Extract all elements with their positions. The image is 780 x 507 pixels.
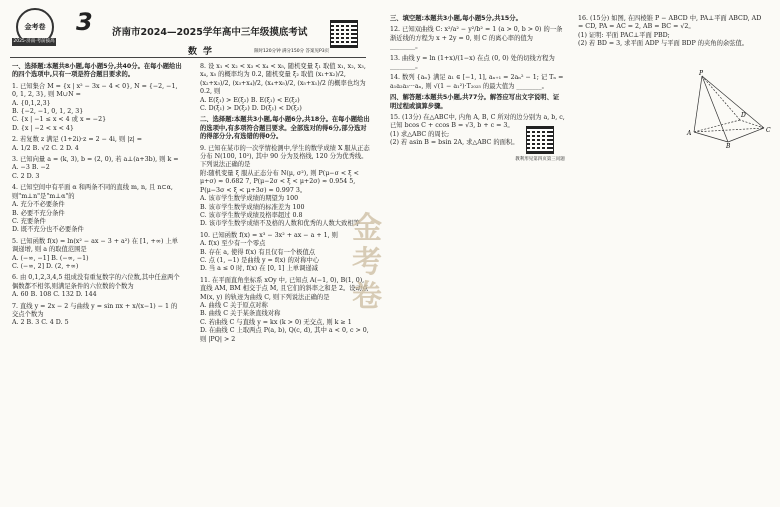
answer-line: C. 充要条件	[12, 217, 46, 225]
answer-line: B. {−2, −1, 0, 1, 2, 3}	[12, 108, 84, 116]
answer-line: A. f(x) 至少有一个零点	[200, 240, 266, 248]
question-stem: 6. 由 0,1,2,3,4,5 组成没有重复数字的六位数,其中任意两个偶数都不相邻,则满足条件的六位数的个数为	[12, 274, 180, 290]
answer-line: A. {0,1,2,3}	[12, 99, 51, 107]
exam-meta: 限时120分钟 满分150分 答案见P3页	[254, 49, 330, 54]
column-2	[200, 60, 372, 344]
answer-line: C. {x | −1 ≤ x < 4 或 x = −2}	[12, 116, 107, 124]
answer-line: A. 曲线 C 关于原点对称	[200, 301, 268, 309]
answer-line: A. 1/2 B. √2 C. 2 D. 4	[12, 144, 79, 152]
edge-bc	[728, 128, 764, 142]
question-stem: 7. 直线 y = 2x − 2 与曲线 y = sin πx + x/(x−1) − 1 的交点个数为	[12, 302, 178, 318]
question-stem: 13. 曲线 y = ln (1+x)/(1−x) 在点 (0, 0) 处的切线方程为 ________。	[390, 54, 555, 71]
section-heading: 一、选择题:本题共8小题,每小题5分,共40分。在每小题给出的四个选项中,只有一项是符合题目要求的。	[12, 63, 182, 79]
answer-line: A. 2 B. 3 C. 4 D. 5	[12, 319, 69, 327]
stamp-char: 考	[352, 245, 382, 280]
answer-line: 附:随机变量 ξ 服从正态分布 N(μ, σ²), 则 P(μ−σ < ξ < μ+σ) ≈ 0.682 7, P(μ−2σ < ξ < μ+2σ) ≈ 0.954 5, P(μ−3σ < ξ < μ+3σ) ≈ 0.997 3。	[200, 169, 359, 194]
label-b: B	[726, 143, 731, 148]
watermark-stamp	[352, 212, 416, 314]
section-heading: 四、解答题:本题共5小题,共77分。解答应写出文字说明、证明过程或演算步骤。	[390, 94, 560, 110]
section-heading: 二、选择题:本题共3小题,每小题6分,共18分。在每小题给出的选项中,有多项符合题目要求。全部选对的得6分,部分选对的得部分分,有选错的得0分。	[200, 116, 370, 141]
qr-code-icon[interactable]	[526, 126, 554, 154]
edge-ab	[694, 132, 728, 142]
label-d: D	[741, 112, 746, 119]
answer-line: (1) 证明: 平面 PAC⊥平面 PBD;	[578, 31, 670, 39]
answer-line: D. 既不充分也不必要条件	[12, 226, 84, 234]
question-stem: 10. 已知函数 f(x) = x³ − 3x² + ax − a + 1, 则	[200, 231, 338, 239]
edge-da	[694, 120, 740, 132]
answer-line: A. 60 B. 108 C. 132 D. 144	[12, 291, 97, 299]
answer-line: A. −3 B. −2	[12, 164, 50, 172]
answer-line: (2) 若 BD = 3, 求平面 ADP 与平面 BDP 的夹角的余弦值。	[578, 40, 749, 48]
edge-ac	[694, 128, 764, 132]
question-stem: 12. 已知双曲线 C: x²/a² − y²/b² = 1 (a > 0, b > 0) 的一条渐近线的方程为 x + 2y = 0, 则 C 的离心率的值为 ________。	[390, 26, 563, 51]
answer-line: A. 该市学生数学成绩的期望为 100	[200, 195, 299, 203]
question-stem: 3. 已知向量 a = (k, 3), b = (2, 0), 若 a⊥(a+3b), 则 k =	[12, 156, 179, 164]
question-stem: 8. 设 x₁ < x₂ < x₃ < x₄ < x₅, 随机变量 ξ₁ 取值 x₁, x₂, x₃, x₄, x₅ 的概率均为 0.2, 随机变量 ξ₂ 取值 (x₁+x₂)/2, (x₂+x₃)/2, (x₃+x₄)/2, (x₄+x₅)/2, (x₅+x₁)/2 的概率也均为 0.2, 则	[200, 63, 366, 96]
answer-line: B. 该市学生数学成绩的标准差为 100	[200, 203, 305, 211]
question-stem: 9. 已知在某市的一次学情检测中,学生的数学成绩 X 服从正态分布 N(100, 10²), 其中 90 分为及格线, 120 分为优秀线。下列说法正确的是	[200, 144, 370, 169]
header-rule	[10, 57, 366, 58]
answer-line: (2) 若 asin B = bsin 2A, 求△ABC 的面积。	[390, 139, 519, 147]
column-1	[12, 60, 182, 328]
qr-caption: 教利形见第四页第三问题	[515, 157, 565, 162]
column-4	[578, 12, 768, 49]
answer-line: A. E(ξ₁) > E(ξ₂) B. E(ξ₁) < E(ξ₂)	[200, 96, 300, 104]
edge-pa	[694, 76, 702, 132]
label-a: A	[687, 130, 692, 137]
answer-line: D. 该市学生数学成绩不及格的人数和优秀的人数大致相等	[200, 220, 360, 228]
answer-line: C. 点 (1, −1) 是曲线 y = f(x) 的对称中心	[200, 256, 320, 264]
edge-pb	[702, 76, 728, 142]
question-stem: 2. 若复数 z 满足 (1+2i)·z = 2 − 4i, 则 |z| =	[12, 136, 143, 144]
answer-line: C. (−∞, 2] D. (2, +∞)	[12, 262, 79, 270]
stamp-char: 卷	[352, 279, 382, 314]
edge-cd	[740, 120, 764, 128]
question-stem: 1. 已知集合 M = {x | x² − 3x − 4 < 0}, N = {−2, −1, 0, 1, 2, 3}, 则 M∪N =	[12, 82, 178, 99]
answer-line: B. 必要不充分条件	[12, 209, 65, 217]
answer-line: A. (−∞, −1] B. (−∞, −1)	[12, 254, 89, 262]
subject-title: 数学	[188, 47, 219, 57]
question-stem: 11. 在平面直角坐标系 xOy 中, 已知点 A(−1, 0), B(1, 0), 直线 AM, BM 相交于点 M, 且它们的斜率之和是 2。设动点 M(x, y) 的轨迹为曲线 C, 则下列说法正确的是	[200, 276, 369, 301]
label-p: P	[699, 70, 704, 77]
answer-line: A. 充分不必要条件	[12, 201, 65, 209]
pyramid-figure	[684, 70, 774, 148]
answer-line: D. 在曲线 C 上取两点 P(a, b), Q(c, d), 其中 a < 0, c > 0, 则 |PQ| > 2	[200, 327, 369, 343]
stamp-char: 金	[352, 211, 382, 246]
question-stem: 15. (13分) 在△ABC中, 内角 A, B, C 所对的边分别为 a, b, c, 已知 bcos C + ccos B = √3, b + c = 3。	[390, 114, 565, 130]
edge-pd	[702, 76, 740, 120]
label-c: C	[766, 127, 771, 134]
question-stem: 14. 数列 {aₙ} 满足 a₁ ∈ [−1, 1], aₙ₊₁ = 2aₙ² − 1; 记 Tₙ = a₁a₂a₃···aₙ, 则 √(1 − a₁²)·T₂₀₂₅ 的最大值为 ________。	[390, 74, 564, 90]
exam-title: 济南市2024—2025学年高中三年级摸底考试	[112, 27, 308, 38]
answer-line: C. D(ξ₁) > D(ξ₂) D. D(ξ₁) < D(ξ₂)	[200, 105, 302, 113]
answer-line: C. 若曲线 C 与直线 y = kx (k > 0) 无交点, 则 k ≥ 1	[200, 318, 352, 326]
answer-line: (1) 求△ABC 的周长;	[390, 130, 450, 138]
edge-pc	[702, 76, 764, 128]
answer-line: C. 该市学生数学成绩及格率超过 0.8	[200, 211, 303, 219]
logo-band: 2025·济南·考前拔高	[13, 39, 55, 44]
section-heading: 三、填空题:本题共3小题,每小题5分,共15分。	[390, 15, 522, 22]
answer-line: D. 当 a ≤ 0 时, f(x) 在 [0, 1] 上单调递减	[200, 265, 318, 273]
paper-number: 3	[76, 8, 93, 36]
question-stem: 4. 已知空间中有平面 α 和两条不同的直线 m, n, 且 n⊂α, 则"m⊥n"是"m⊥α"的	[12, 184, 173, 200]
question-stem: 5. 已知函数 f(x) = ln(x² − ax − 3 + a²) 在 [1, +∞) 上单调递增, 则 a 的取值范围是	[12, 237, 179, 254]
qr-code-icon[interactable]	[330, 20, 358, 48]
answer-line: B. 曲线 C 关于某条直线对称	[200, 310, 281, 318]
logo-text: 金考卷	[24, 23, 46, 31]
answer-line: D. {x | −2 < x < 4}	[12, 124, 74, 132]
answer-line: C. 2 D. 3	[12, 172, 40, 180]
answer-line: B. 存在 a, 使得 f(x) 有且仅有一个极值点	[200, 248, 316, 256]
question-stem: 16. (15分) 如图, 在四棱锥 P − ABCD 中, PA⊥平面 ABCD, AD = CD, PA = AC = 2, AB = BC = √2。	[578, 15, 762, 31]
